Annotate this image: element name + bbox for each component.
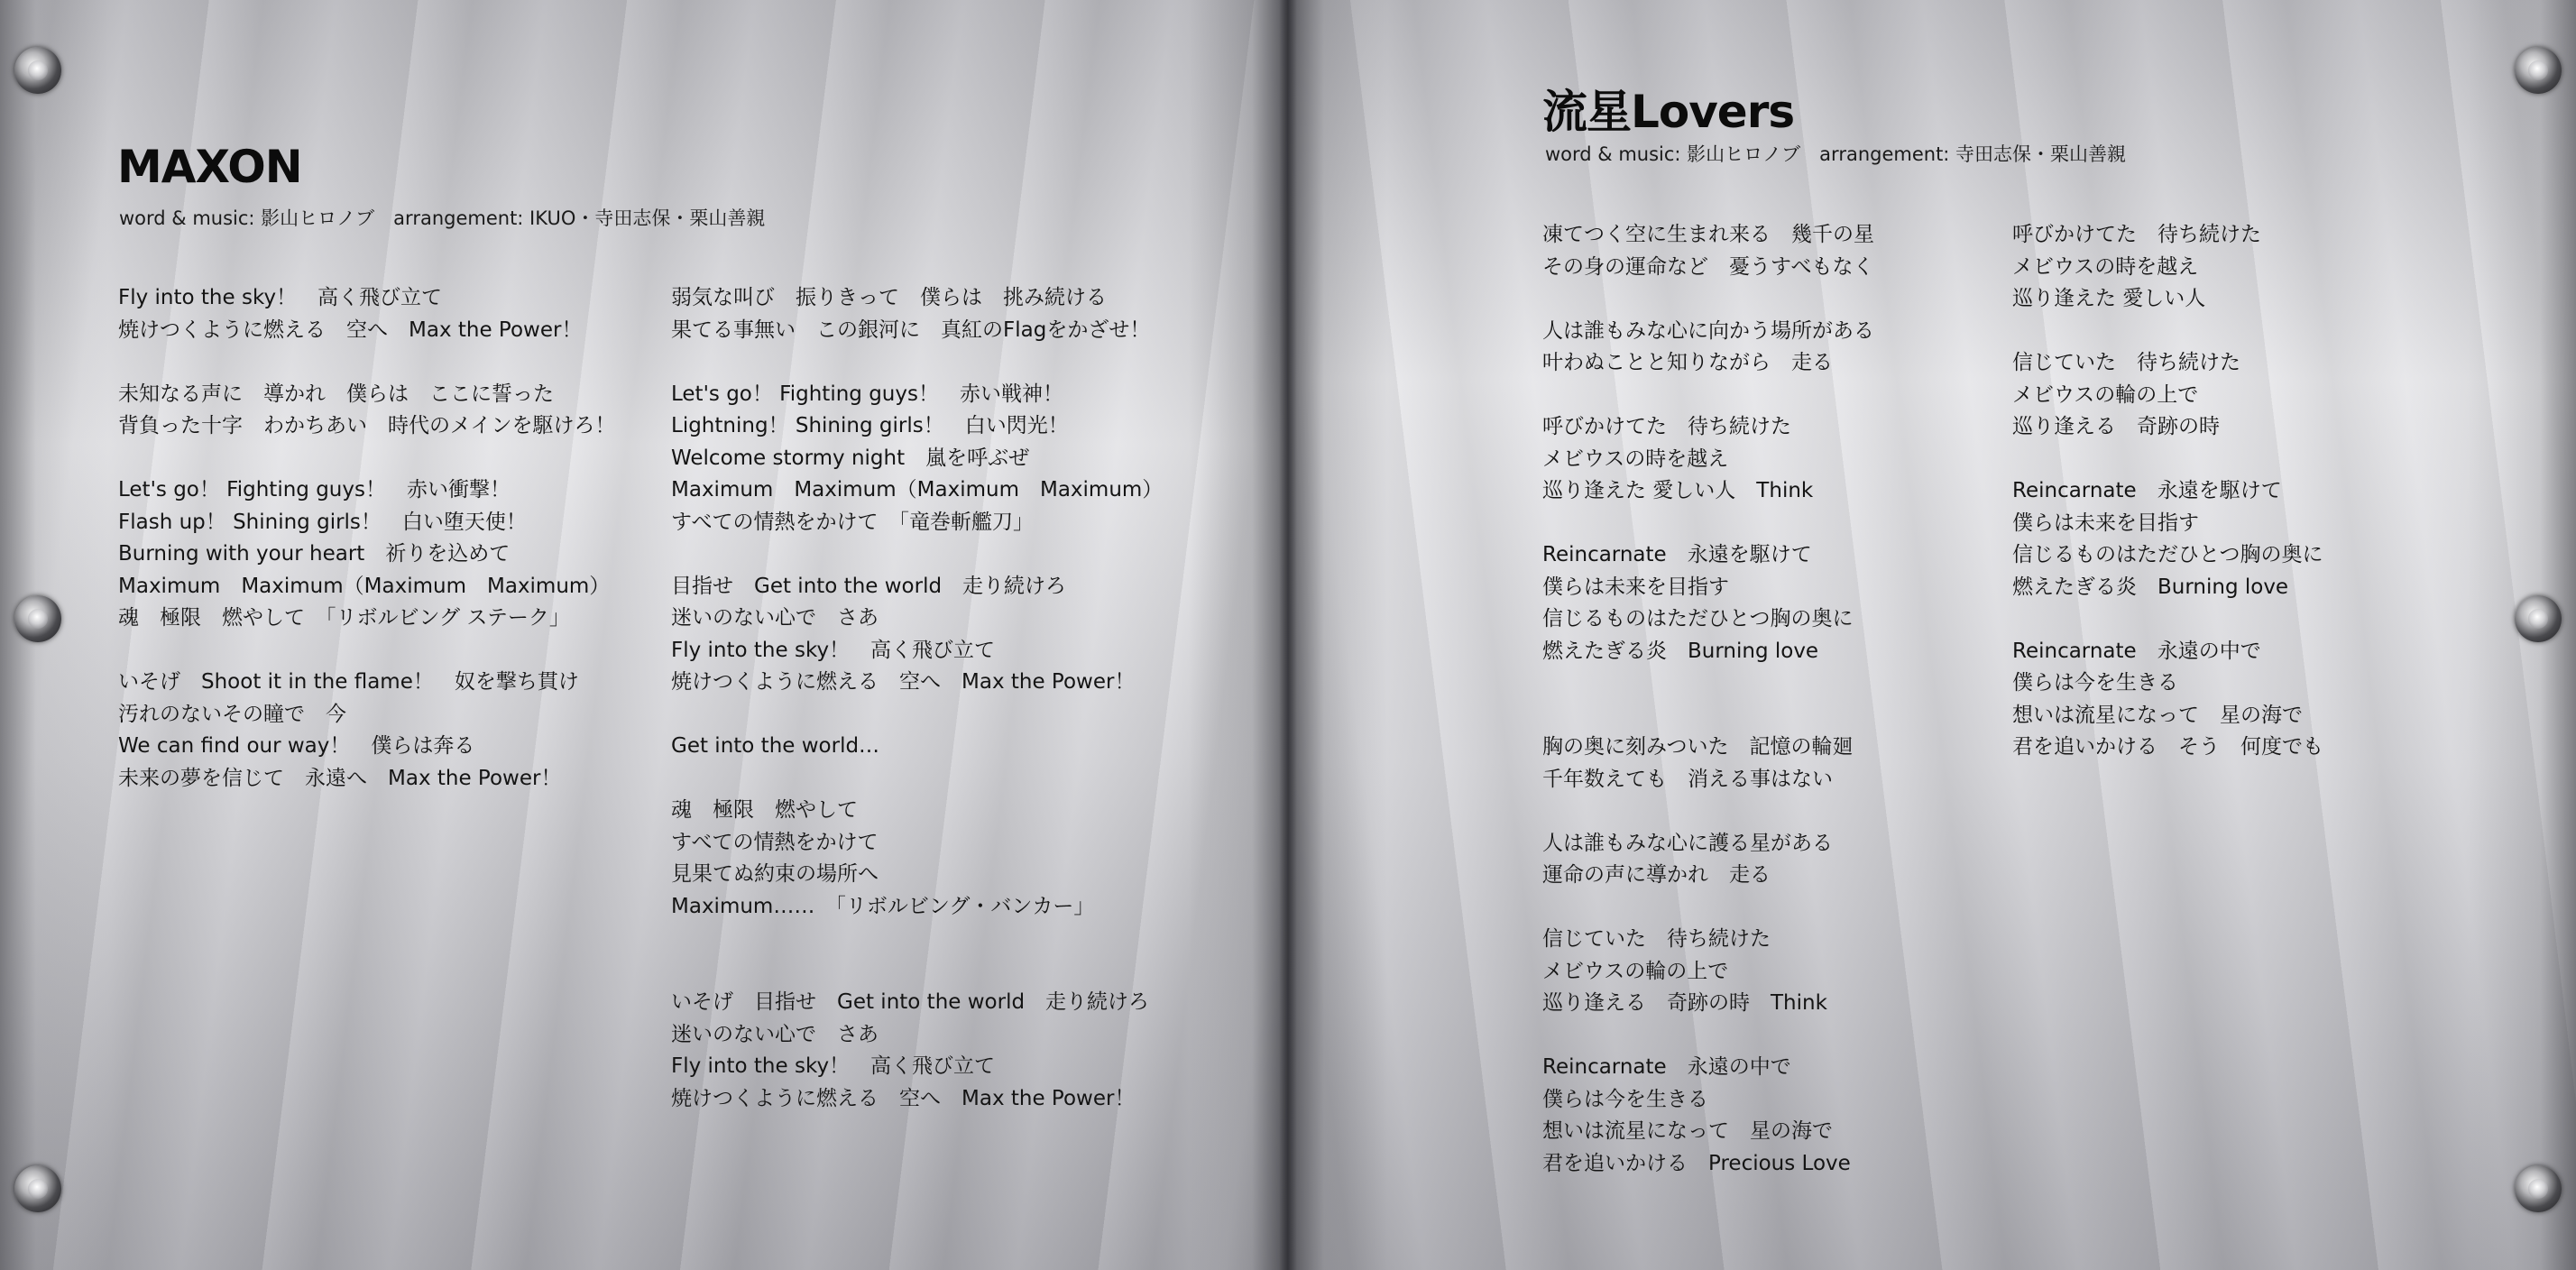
rivet-icon — [2515, 595, 2562, 642]
lyric-line: すべての情熱をかけて 「竜巻斬艦刀」 — [671, 510, 1035, 534]
lyric-line: すべての情熱をかけて — [671, 830, 879, 854]
book-spine — [1279, 0, 1297, 1270]
lyric-line: Fly into the sky！ 高く飛び立て — [671, 1054, 996, 1078]
lyric-line: いそげ 目指せ Get into the world 走り続けろ — [671, 990, 1150, 1014]
rivet-icon — [14, 47, 61, 94]
rivet-icon — [14, 1165, 61, 1212]
lyric-line: 君を追いかける Precious Love — [1542, 1151, 1851, 1175]
rivet-icon — [2515, 1165, 2562, 1212]
lyrics-column — [2012, 219, 2323, 796]
lyric-line: 焼けつくように燃える 空へ Max the Power！ — [118, 318, 583, 342]
lyric-stanza — [118, 379, 616, 443]
lyric-line: Reincarnate 永遠の中で — [2012, 639, 2261, 663]
lyrics-column — [671, 282, 1163, 1147]
lyric-line: 焼けつくように燃える 空へ Max the Power！ — [671, 1086, 1136, 1110]
lyric-stanza — [671, 571, 1163, 699]
lyric-line: 信じていた 待ち続けた — [1542, 927, 1771, 951]
lyric-line: 人は誰もみな心に護る星がある — [1542, 831, 1833, 855]
lyric-line: Maximum Maximum（Maximum Maximum） — [118, 574, 611, 598]
lyric-line: その身の運命など 憂うすべもなく — [1542, 254, 1874, 279]
lyric-stanza — [1542, 924, 1874, 1020]
lyric-line: 果てる事無い この銀河に 真紅のFlagをかざせ！ — [671, 318, 1151, 342]
lyric-stanza — [2012, 475, 2323, 603]
lyric-line: 信じていた 待ち続けた — [2012, 351, 2240, 374]
lyric-line: 未来の夢を信じて 永遠へ Max the Power！ — [118, 766, 562, 790]
lyric-line: 凍てつく空に生まれ来る 幾千の星 — [1542, 223, 1874, 246]
lyric-line: 信じるものはただひとつ胸の奥に — [1542, 607, 1854, 630]
lyric-stanza — [1542, 219, 1874, 283]
song-credit: word & music: 影山ヒロノブ arrangement: 寺田志保・栗山善親 — [1545, 143, 2127, 165]
lyric-line: 胸の奥に刻みついた 記憶の輪廻 — [1542, 735, 1854, 759]
lyric-line: Maximum Maximum（Maximum Maximum） — [671, 478, 1164, 502]
lyric-stanza — [2012, 347, 2323, 444]
lyric-line: メビウスの輪の上で — [2012, 382, 2199, 407]
lyric-line: 僕らは未来を目指す — [2012, 511, 2199, 535]
lyric-line: メビウスの時を越え — [2012, 254, 2199, 279]
lyric-line: 呼びかけてた 待ち続けた — [2012, 223, 2261, 246]
lyric-line: 信じるものはただひとつ胸の奥に — [2012, 543, 2323, 566]
lyric-stanza — [2012, 219, 2323, 316]
lyric-line: Let's go！ Fighting guys！ 赤い戦神！ — [671, 382, 1063, 406]
lyric-line: We can find our way！ 僕らは奔る — [118, 734, 475, 758]
lyric-line: 巡り逢える 奇跡の時 Think — [1542, 991, 1827, 1015]
lyric-line: 僕らは未来を目指す — [1542, 575, 1729, 599]
lyric-line: 千年数えても 消える事はない — [1542, 767, 1833, 791]
lyric-line: いそげ Shoot it in the flame！ 奴を撃ち貫け — [118, 670, 579, 694]
lyric-line: 焼けつくように燃える 空へ Max the Power！ — [671, 670, 1136, 694]
rivet-icon — [2515, 47, 2562, 94]
lyric-line: Welcome stormy night 嵐を呼ぶぜ — [671, 446, 1030, 470]
lyric-line: 魂 極限 燃やして — [671, 798, 858, 822]
lyric-line: 弱気な叫び 振りきって 僕らは 挑み続ける — [671, 286, 1107, 309]
lyric-stanza — [671, 987, 1163, 1115]
lyric-line: 迷いのない心で さあ — [671, 606, 879, 630]
lyric-stanza — [671, 731, 1163, 763]
lyric-line: 巡り逢えた 愛しい人 Think — [1542, 479, 1814, 502]
lyric-line: メビウスの輪の上で — [1542, 959, 1729, 983]
lyric-line: 呼びかけてた 待ち続けた — [1542, 415, 1791, 438]
lyric-stanza — [1542, 1052, 1874, 1180]
lyric-line: 魂 極限 燃やして 「リボルビング ステーク」 — [118, 606, 570, 630]
lyrics-column — [1542, 219, 1874, 1212]
lyric-line: Maximum…… 「リボルビング・バンカー」 — [671, 894, 1095, 918]
lyric-line: 運命の声に導かれ 走る — [1542, 863, 1771, 887]
lyric-line: 叶わぬことと知りながら 走る — [1542, 351, 1833, 374]
lyric-stanza — [671, 282, 1163, 346]
lyric-stanza — [118, 667, 616, 795]
lyric-line: 人は誰もみな心に向かう場所がある — [1542, 318, 1874, 343]
lyric-line: 僕らは今を生きる — [2012, 671, 2178, 695]
song-title: MAXON — [117, 141, 302, 193]
lyric-line: Fly into the sky！ 高く飛び立て — [118, 286, 443, 309]
lyric-stanza — [1542, 539, 1874, 667]
lyric-line: 想いは流星になって 星の海で — [1542, 1119, 1833, 1143]
lyric-stanza — [118, 282, 616, 346]
lyric-line: 燃えたぎる炎 Burning love — [2012, 575, 2289, 599]
lyric-line: 汚れのないその瞳で 今 — [118, 702, 346, 726]
lyric-line: 巡り逢えた 愛しい人 — [2012, 287, 2206, 310]
lyric-line: 僕らは今を生きる — [1542, 1087, 1708, 1111]
lyric-line: 背負った十字 わかちあい 時代のメインを駆けろ！ — [118, 414, 616, 437]
lyric-line: Let's go！ Fighting guys！ 赤い衝撃！ — [118, 478, 511, 502]
lyric-line: 巡り逢える 奇跡の時 — [2012, 415, 2220, 438]
lyric-stanza — [118, 474, 616, 635]
lyric-line: Get into the world… — [671, 734, 880, 758]
lyric-line: Reincarnate 永遠の中で — [1542, 1055, 1791, 1079]
lyric-line: メビウスの時を越え — [1542, 446, 1729, 471]
right-page — [1288, 0, 2576, 1270]
rivet-icon — [14, 595, 61, 642]
lyric-line: 迷いのない心で さあ — [671, 1022, 879, 1046]
song-title: 流星Lovers — [1542, 86, 1795, 138]
lyric-line: Lightning！ Shining girls！ 白い閃光！ — [671, 414, 1069, 437]
lyric-stanza — [1542, 411, 1874, 508]
lyric-line: 想いは流星になって 星の海で — [2012, 703, 2303, 727]
lyric-line: 目指せ Get into the world 走り続けろ — [671, 574, 1067, 598]
lyric-line: Reincarnate 永遠を駆けて — [1542, 543, 1812, 566]
lyric-line: Reincarnate 永遠を駆けて — [2012, 479, 2282, 502]
lyric-line: 燃えたぎる炎 Burning love — [1542, 639, 1819, 663]
lyric-stanza — [2012, 636, 2323, 764]
lyric-stanza — [1542, 828, 1874, 892]
lyric-stanza — [1542, 732, 1874, 796]
song-credit: word & music: 影山ヒロノブ arrangement: IKUO・寺田志保・栗山善親 — [119, 207, 766, 229]
lyric-line: 君を追いかける そう 何度でも — [2012, 735, 2323, 759]
lyric-line: 未知なる声に 導かれ 僕らは ここに誓った — [118, 382, 554, 406]
lyrics-column — [118, 282, 616, 827]
lyric-stanza — [1542, 316, 1874, 380]
lyric-stanza — [671, 379, 1163, 539]
lyric-line: 見果てぬ約束の場所へ — [671, 862, 879, 886]
lyric-stanza — [671, 795, 1163, 923]
lyric-line: Fly into the sky！ 高く飛び立て — [671, 638, 996, 662]
lyric-line: Flash up！ Shining girls！ 白い堕天使！ — [118, 510, 527, 534]
lyric-line: Burning with your heart 祈りを込めて — [118, 542, 511, 566]
